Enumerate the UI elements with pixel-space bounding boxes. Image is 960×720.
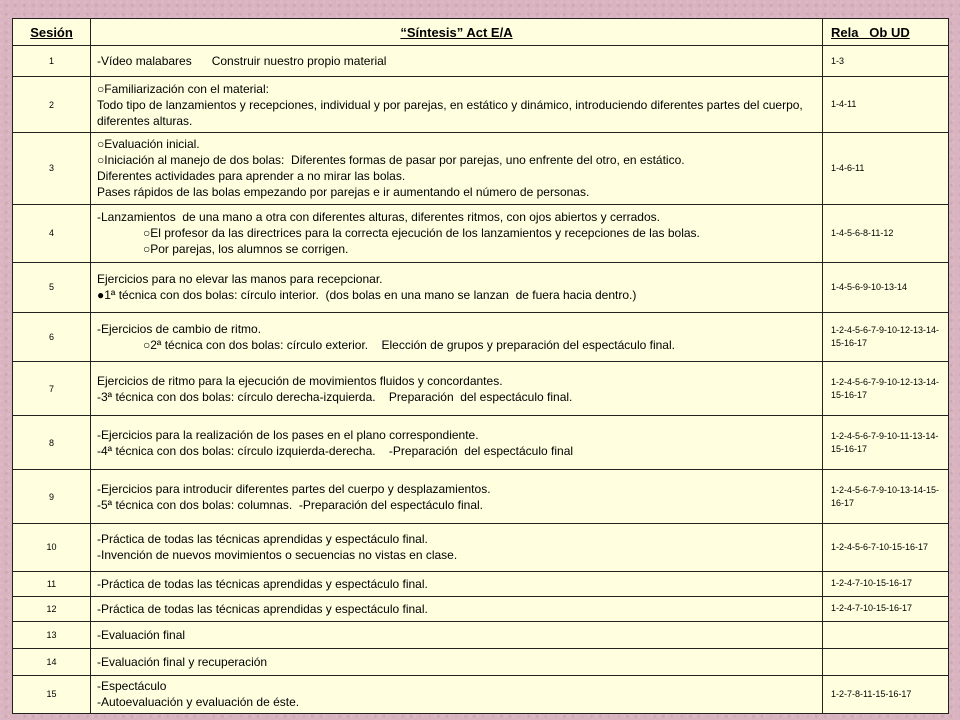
table-row xyxy=(13,262,949,312)
session-number: 11 xyxy=(13,571,91,596)
activity-line: -5ª técnica con dos bolas: columnas. -Preparación del espectáculo final. xyxy=(97,497,483,512)
table-row xyxy=(13,362,949,416)
activity-line: Ejercicios para no elevar las manos para recepcionar. xyxy=(97,272,383,287)
session-activities xyxy=(91,204,823,262)
activity-line: -Lanzamientos de una mano a otra con diferentes alturas, diferentes ritmos, con ojos abiertos y cerrados. xyxy=(97,210,660,225)
table-row xyxy=(13,416,949,470)
activity-line: -Evaluación final xyxy=(97,627,186,642)
table-header-row xyxy=(13,19,949,46)
table-row xyxy=(13,675,949,713)
table-row xyxy=(13,204,949,262)
session-activities xyxy=(91,596,823,621)
table-row xyxy=(13,46,949,77)
activity-line: -Ejercicios para la realización de los pases en el plano correspondiente. xyxy=(97,427,479,442)
activity-line: -3ª técnica con dos bolas: círculo derecha-izquierda. Preparación del espectáculo final. xyxy=(97,389,573,404)
session-number: 3 xyxy=(13,133,91,205)
activity-line: -Práctica de todas las técnicas aprendidas y espectáculo final. xyxy=(97,576,428,591)
related-objectives: 1-4-6-11 xyxy=(823,133,949,205)
table-row xyxy=(13,133,949,205)
related-objectives: 1-2-4-5-6-7-9-10-13-14-15-16-17 xyxy=(823,470,949,524)
related-objectives: 1-2-7-8-11-15-16-17 xyxy=(823,675,949,713)
session-number: 13 xyxy=(13,621,91,648)
related-objectives xyxy=(823,621,949,648)
session-table-container xyxy=(12,18,948,714)
activity-line: -Práctica de todas las técnicas aprendidas y espectáculo final. xyxy=(97,532,428,547)
activity-line: -4ª técnica con dos bolas: círculo izquierda-derecha. -Preparación del espectáculo final xyxy=(97,443,574,458)
session-number: 7 xyxy=(13,362,91,416)
session-number: 2 xyxy=(13,77,91,133)
activity-line: ○Evaluación inicial. xyxy=(97,137,200,152)
session-activities xyxy=(91,621,823,648)
session-activities xyxy=(91,362,823,416)
table-row xyxy=(13,312,949,362)
activity-line: -Autoevaluación y evaluación de éste. xyxy=(97,695,300,710)
activity-line: -Ejercicios de cambio de ritmo. xyxy=(97,321,262,336)
activity-line: ○2ª técnica con dos bolas: círculo exterior. Elección de grupos y preparación del espectáculo final. xyxy=(143,337,675,352)
session-number: 10 xyxy=(13,524,91,572)
activity-line: -Invención de nuevos movimientos o secuencias no vistas en clase. xyxy=(97,548,458,563)
session-activities xyxy=(91,262,823,312)
related-objectives: 1-4-5-6-8-11-12 xyxy=(823,204,949,262)
session-activities xyxy=(91,77,823,133)
session-activities xyxy=(91,675,823,713)
header-relation: Rela Ob UD xyxy=(823,19,949,46)
related-objectives: 1-2-4-5-6-7-10-15-16-17 xyxy=(823,524,949,572)
session-activities xyxy=(91,312,823,362)
activity-line: ○El profesor da las directrices para la correcta ejecución de los lanzamientos y recepciones de las bolas. xyxy=(143,226,700,241)
activity-line: -Vídeo malabares Construir nuestro propio material xyxy=(97,54,387,69)
session-number: 1 xyxy=(13,46,91,77)
session-activities xyxy=(91,648,823,675)
session-activities xyxy=(91,416,823,470)
activity-line: -Espectáculo xyxy=(97,679,167,694)
session-number: 12 xyxy=(13,596,91,621)
related-objectives: 1-4-5-6-9-10-13-14 xyxy=(823,262,949,312)
activity-line: Pases rápidos de las bolas empezando por parejas e ir aumentando el número de personas. xyxy=(97,185,590,200)
activity-line: -Evaluación final y recuperación xyxy=(97,654,268,669)
session-number: 9 xyxy=(13,470,91,524)
session-number: 6 xyxy=(13,312,91,362)
activity-line: Ejercicios de ritmo para la ejecución de movimientos fluidos y concordantes. xyxy=(97,373,503,388)
related-objectives: 1-4-11 xyxy=(823,77,949,133)
session-activities xyxy=(91,470,823,524)
activity-line: ●1ª técnica con dos bolas: círculo interior. (dos bolas en una mano se lanzan de fuera hacia dentro.) xyxy=(97,288,637,303)
activity-line: Diferentes actividades para aprender a no mirar las bolas. xyxy=(97,169,406,184)
activity-line: ○Por parejas, los alumnos se corrigen. xyxy=(143,242,349,257)
session-number: 5 xyxy=(13,262,91,312)
table-row xyxy=(13,621,949,648)
activity-line: ○Familiarización con el material: xyxy=(97,81,269,96)
related-objectives: 1-2-4-5-6-7-9-10-11-13-14-15-16-17 xyxy=(823,416,949,470)
session-activities xyxy=(91,133,823,205)
related-objectives: 1-3 xyxy=(823,46,949,77)
activity-line: Todo tipo de lanzamientos y recepciones, individual y por parejas, en estático y dinámico, introduciendo diferentes partes del cuerpo, diferentes alturas. xyxy=(97,97,807,128)
session-number: 14 xyxy=(13,648,91,675)
related-objectives: 1-2-4-5-6-7-9-10-12-13-14-15-16-17 xyxy=(823,312,949,362)
session-table xyxy=(12,18,949,714)
session-activities xyxy=(91,524,823,572)
related-objectives: 1-2-4-5-6-7-9-10-12-13-14-15-16-17 xyxy=(823,362,949,416)
related-objectives: 1-2-4-7-10-15-16-17 xyxy=(823,571,949,596)
session-activities xyxy=(91,46,823,77)
session-activities xyxy=(91,571,823,596)
session-number: 4 xyxy=(13,204,91,262)
related-objectives xyxy=(823,648,949,675)
related-objectives: 1-2-4-7-10-15-16-17 xyxy=(823,596,949,621)
table-row xyxy=(13,524,949,572)
session-number: 15 xyxy=(13,675,91,713)
table-row xyxy=(13,648,949,675)
activity-line: -Ejercicios para introducir diferentes partes del cuerpo y desplazamientos. xyxy=(97,481,491,496)
session-number: 8 xyxy=(13,416,91,470)
header-synthesis: “Síntesis” Act E/A xyxy=(91,19,823,46)
table-row xyxy=(13,596,949,621)
activity-line: -Práctica de todas las técnicas aprendidas y espectáculo final. xyxy=(97,601,428,616)
table-body xyxy=(13,46,949,714)
table-row xyxy=(13,571,949,596)
table-row xyxy=(13,470,949,524)
header-session: Sesión xyxy=(13,19,91,46)
activity-line: ○Iniciación al manejo de dos bolas: Diferentes formas de pasar por parejas, uno enfrente del otro, en estático. xyxy=(97,153,685,168)
table-row xyxy=(13,77,949,133)
